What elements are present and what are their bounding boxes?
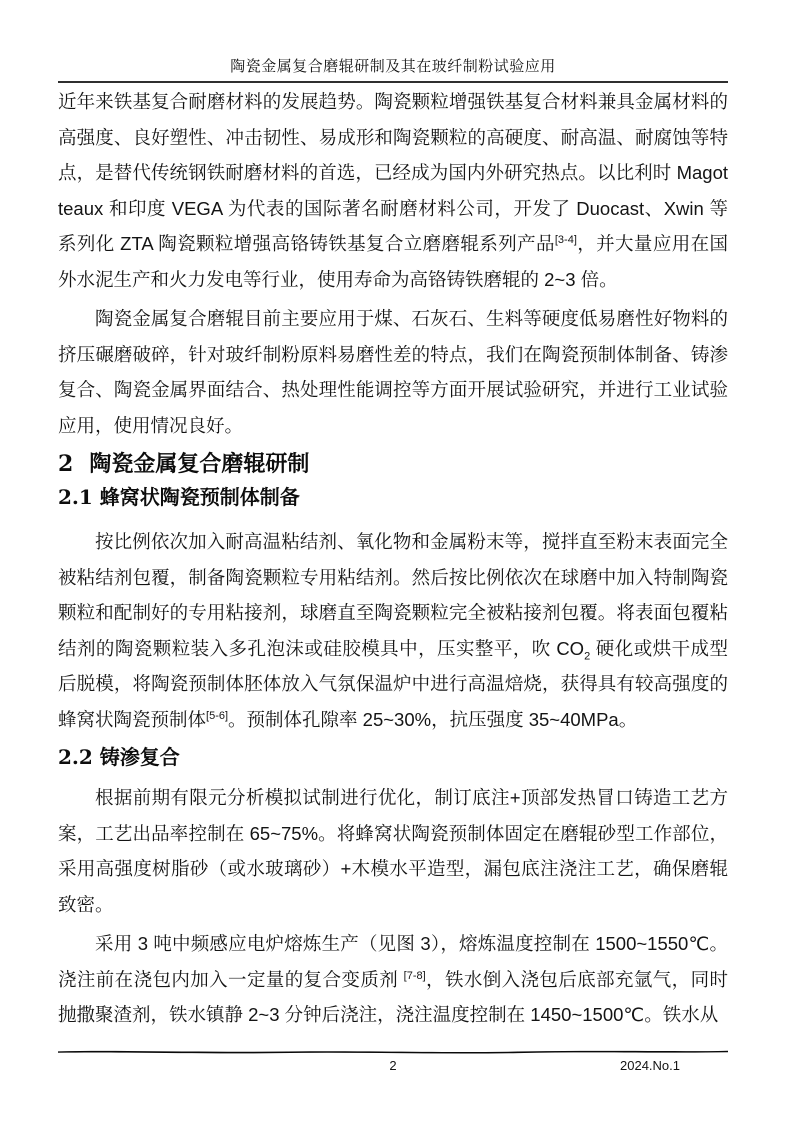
footer-row [58,1056,728,1076]
paragraph-trend: 近年来铁基复合耐磨材料的发展趋势。陶瓷颗粒增强铁基复合材料兼具金属材料的高强度、良好塑性、冲击韧性、易成形和陶瓷颗粒的高硬度、耐高温、耐腐蚀等特点，是替代传统钢铁耐磨材料的首选，已经成为国内外研究热点。以比利时 Magotteaux 和印度 VEGA 为代表的国际著名耐磨材料公司，开发了 Duocast、Xwin 等系列化 ZTA 陶瓷颗粒增强高铬铸铁基复合立磨磨辊系列产品[3-4]，并大量应用在国外水泥生产和火力发电等行业，使用寿命为高铬铸铁磨辊的 2~3 倍。 [58,91,728,290]
paragraph-preform: 按比例依次加入耐高温粘结剂、氧化物和金属粉末等，搅拌直至粉末表面完全被粘结剂包覆，制备陶瓷颗粒专用粘结剂。然后按比例依次在球磨中加入特制陶瓷颗粒和配制好的专用粘接剂，球磨直至陶瓷颗粒完全被粘接剂包覆。将表面包覆粘结剂的陶瓷颗粒装入多孔泡沫或硅胶模具中，压实整平，吹 $CO_2$ 硬化或烘干成型后脱模，将陶瓷预制体胚体放入气氛保温炉中进行高温焙烧，获得具有较高强度的蜂窝状陶瓷预制体[5-6]。预制体孔隙率 25~30%，抗压强度 35~40MPa。 [58,531,728,730]
running-title: 陶瓷金属复合磨辊研制及其在玻纤制粉试验应用 [230,58,556,75]
issue-label: 2024.No.1 [620,1058,680,1073]
section-2-2-title: 铸渗复合 [99,747,180,769]
section-2-2-number: 2.2 [58,745,93,769]
section-2-number: 2 [58,451,74,477]
paragraph-casting: 根据前期有限元分析模拟试制进行优化，制订底注+顶部发热冒口铸造工艺方案，工艺出品率控制在 65~75%。将蜂窝状陶瓷预制体固定在磨辊砂型工作部位，采用高强度树脂砂（或水玻璃砂）+木模水平造型，漏包底注浇注工艺，确保磨辊致密。 [58,787,728,915]
section-2-title: 陶瓷金属复合磨辊研制 [89,451,310,476]
section-2-1-number: 2.1 [58,485,93,509]
paragraph-application: 陶瓷金属复合磨辊目前主要应用于煤、石灰石、生料等硬度低易磨性好物料的挤压碾磨破碎，针对玻纤制粉原料易磨性差的特点，我们在陶瓷预制体制备、铸渗复合、陶瓷金属界面结合、热处理性能调控等方面开展试验研究，并进行工业试验应用，使用情况良好。 [58,308,728,436]
page-content [58,84,728,1033]
section-2-2-heading [58,745,728,770]
section-2-heading [58,451,728,477]
page-number: 2 [389,1058,397,1073]
footer-rule [58,1048,728,1056]
page-footer [58,1048,728,1088]
section-2-1-title: 蜂窝状陶瓷预制体制备 [99,487,300,509]
section-2-1-heading [58,485,728,510]
running-head [58,58,728,83]
paragraph-melting: 采用 3 吨中频感应电炉熔炼生产（见图 3），熔炼温度控制在 1500~1550℃。浇注前在浇包内加入一定量的复合变质剂 [7-8]，铁水倒入浇包后底部充氩气，同时抛撒聚渣剂，铁水镇静 2~3 分钟后浇注，浇注温度控制在 1450~1500℃。铁水从 [58,933,728,1025]
